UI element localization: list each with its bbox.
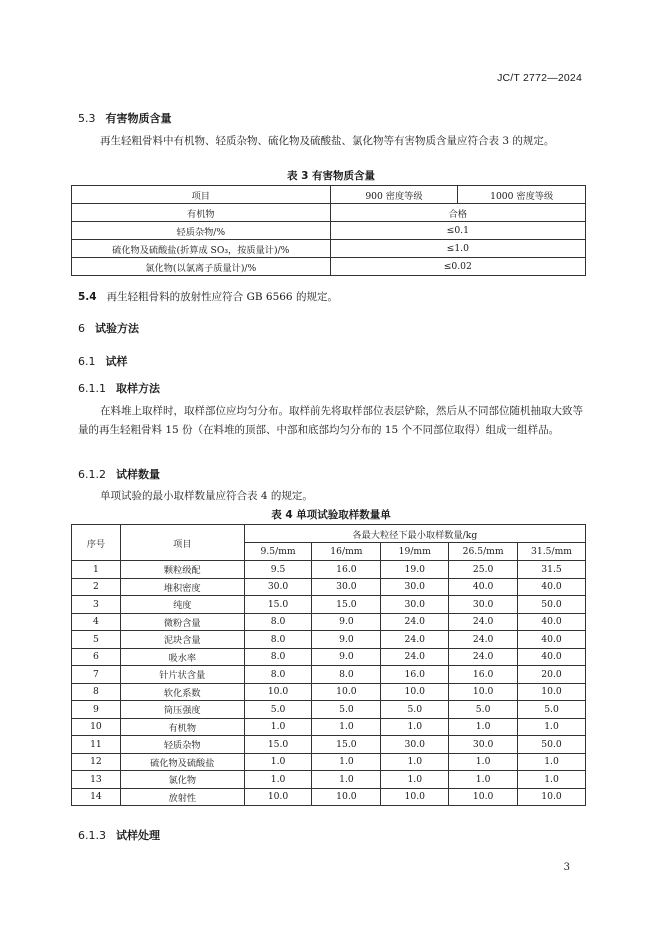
- value-cell: 30.0: [312, 578, 381, 596]
- row-number-cell: 12: [72, 753, 121, 771]
- section-6-1-1-heading: [78, 380, 160, 396]
- value-cell: 8.0: [244, 648, 312, 666]
- section-number: 6.1: [78, 355, 96, 368]
- item-cell: 软化系数: [120, 683, 244, 701]
- value-cell: 24.0: [381, 613, 449, 631]
- section-6-1-heading: [78, 353, 128, 369]
- item-cell: 泥块含量: [120, 631, 244, 649]
- item-cell: 轻质杂物: [120, 736, 244, 754]
- row-number-cell: 14: [72, 788, 121, 806]
- value-cell: 50.0: [518, 736, 586, 754]
- table-row: [72, 718, 586, 736]
- item-cell: 堆积密度: [120, 578, 244, 596]
- value-cell: 30.0: [449, 736, 518, 754]
- table-row: [72, 578, 586, 596]
- section-number: 5.3: [78, 112, 96, 125]
- value-cell: ≤0.02: [330, 258, 585, 276]
- value-cell: 10.0: [312, 788, 381, 806]
- table-row: [72, 683, 586, 701]
- row-number-cell: 8: [72, 683, 121, 701]
- value-cell: 30.0: [381, 736, 449, 754]
- value-cell: 10.0: [518, 683, 586, 701]
- value-cell: 10.0: [244, 683, 312, 701]
- harmful-substance-table: [71, 185, 586, 276]
- sampling-quantity-table: [71, 524, 586, 806]
- item-cell: 筒压强度: [120, 701, 244, 719]
- value-cell: 24.0: [381, 631, 449, 649]
- value-cell: 8.0: [244, 631, 312, 649]
- value-cell: 16.0: [381, 666, 449, 684]
- value-cell: 40.0: [449, 578, 518, 596]
- value-cell: 8.0: [244, 666, 312, 684]
- value-cell: 19.0: [381, 561, 449, 579]
- value-cell: 24.0: [449, 613, 518, 631]
- value-cell: 15.0: [244, 736, 312, 754]
- table-row: [72, 666, 586, 684]
- item-cell: 轻质杂物/%: [72, 222, 331, 240]
- header-cell-number: 序号: [72, 525, 121, 561]
- row-number-cell: 10: [72, 718, 121, 736]
- table-body: [72, 561, 586, 806]
- row-number-cell: 6: [72, 648, 121, 666]
- item-cell: 放射性: [120, 788, 244, 806]
- value-cell: 1.0: [244, 771, 312, 789]
- value-cell: 1.0: [518, 753, 586, 771]
- value-cell: 5.0: [518, 701, 586, 719]
- table-3-caption: 表 3 有害物质含量: [286, 170, 376, 182]
- size-header-cell: 16/mm: [312, 543, 381, 561]
- table-header-row: [72, 186, 586, 204]
- table-row: [72, 736, 586, 754]
- value-cell: 30.0: [449, 596, 518, 614]
- value-cell: 1.0: [449, 771, 518, 789]
- item-cell: 纯度: [120, 596, 244, 614]
- item-cell: 有机物: [120, 718, 244, 736]
- value-cell: 9.5: [244, 561, 312, 579]
- value-cell: 9.0: [312, 648, 381, 666]
- value-cell: 24.0: [449, 648, 518, 666]
- value-cell: 5.0: [244, 701, 312, 719]
- value-cell: 1.0: [312, 771, 381, 789]
- table-row: [72, 222, 586, 240]
- value-cell: 10.0: [312, 683, 381, 701]
- value-cell: 9.0: [312, 613, 381, 631]
- item-cell: 针片状含量: [120, 666, 244, 684]
- section-number: 5.4: [78, 291, 97, 303]
- value-cell: 15.0: [312, 596, 381, 614]
- value-cell: 30.0: [381, 596, 449, 614]
- table-row: [72, 561, 586, 579]
- section-5-4: [78, 289, 338, 304]
- item-cell: 硫化物及硫酸盐(折算成 SO₃，按质量计)/%: [72, 240, 331, 258]
- section-title: 试样数量: [116, 468, 160, 481]
- section-number: 6.1.1: [78, 382, 106, 395]
- value-cell: 10.0: [449, 683, 518, 701]
- value-cell: 30.0: [244, 578, 312, 596]
- table-row: [72, 753, 586, 771]
- item-cell: 氯化物(以氯离子质量计)/%: [72, 258, 331, 276]
- value-cell: 5.0: [381, 701, 449, 719]
- size-header-cell: 26.5/mm: [449, 543, 518, 561]
- item-cell: 氯化物: [120, 771, 244, 789]
- item-cell: 微粉含量: [120, 613, 244, 631]
- value-cell: 15.0: [244, 596, 312, 614]
- row-number-cell: 7: [72, 666, 121, 684]
- header-cell-group: 各最大粒径下最小取样数量/kg: [244, 525, 585, 543]
- value-cell: ≤1.0: [330, 240, 585, 258]
- value-cell: 合格: [330, 204, 585, 222]
- value-cell: 10.0: [449, 788, 518, 806]
- section-6-1-2-heading: [78, 466, 160, 482]
- value-cell: 40.0: [518, 631, 586, 649]
- row-number-cell: 9: [72, 701, 121, 719]
- table-row: [72, 596, 586, 614]
- value-cell: 1.0: [518, 771, 586, 789]
- value-cell: 8.0: [244, 613, 312, 631]
- section-title: 有害物质含量: [105, 112, 172, 125]
- value-cell: 1.0: [312, 718, 381, 736]
- value-cell: 5.0: [312, 701, 381, 719]
- value-cell: 10.0: [518, 788, 586, 806]
- section-5-3-text: 再生轻粗骨料中有机物、轻质杂物、硫化物及硫酸盐、氯化物等有害物质含量应符合表 3 的规定。: [100, 135, 555, 147]
- section-number: 6.1.3: [78, 829, 106, 842]
- value-cell: 1.0: [381, 771, 449, 789]
- value-cell: 8.0: [312, 666, 381, 684]
- value-cell: 24.0: [381, 648, 449, 666]
- section-text: 再生轻粗骨料的放射性应符合 GB 6566 的规定。: [106, 291, 338, 303]
- table-row: [72, 631, 586, 649]
- row-number-cell: 5: [72, 631, 121, 649]
- section-title: 试样处理: [116, 829, 160, 842]
- value-cell: 10.0: [244, 788, 312, 806]
- row-number-cell: 13: [72, 771, 121, 789]
- size-header-cell: 9.5/mm: [244, 543, 312, 561]
- value-cell: 1.0: [381, 753, 449, 771]
- header-cell: 900 密度等级: [330, 186, 458, 204]
- value-cell: 10.0: [381, 683, 449, 701]
- value-cell: 40.0: [518, 613, 586, 631]
- value-cell: 9.0: [312, 631, 381, 649]
- section-number: 6: [78, 322, 85, 335]
- row-number-cell: 4: [72, 613, 121, 631]
- value-cell: 31.5: [518, 561, 586, 579]
- section-5-3-heading: [78, 110, 172, 126]
- section-6-1-2-text: 单项试验的最小取样数量应符合表 4 的规定。: [100, 490, 313, 502]
- row-number-cell: 1: [72, 561, 121, 579]
- size-header-cell: 31.5/mm: [518, 543, 586, 561]
- value-cell: 24.0: [449, 631, 518, 649]
- value-cell: 40.0: [518, 578, 586, 596]
- table-row: [72, 788, 586, 806]
- table-4-caption: 表 4 单项试验取样数量单: [271, 509, 391, 521]
- value-cell: 1.0: [449, 718, 518, 736]
- value-cell: 15.0: [312, 736, 381, 754]
- item-cell: 有机物: [72, 204, 331, 222]
- item-cell: 硫化物及硫酸盐: [120, 753, 244, 771]
- row-number-cell: 11: [72, 736, 121, 754]
- row-number-cell: 2: [72, 578, 121, 596]
- value-cell: 20.0: [518, 666, 586, 684]
- item-cell: 吸水率: [120, 648, 244, 666]
- value-cell: 30.0: [381, 578, 449, 596]
- document-code: JC/T 2772—2024: [497, 72, 582, 84]
- header-cell: 项目: [72, 186, 331, 204]
- value-cell: 10.0: [381, 788, 449, 806]
- section-title: 试验方法: [95, 322, 139, 335]
- section-6-heading: [78, 320, 139, 336]
- section-6-1-3-heading: [78, 827, 160, 843]
- value-cell: 16.0: [449, 666, 518, 684]
- header-cell-item: 项目: [120, 525, 244, 561]
- value-cell: 1.0: [244, 718, 312, 736]
- value-cell: 25.0: [449, 561, 518, 579]
- table-row: [72, 701, 586, 719]
- section-number: 6.1.2: [78, 468, 106, 481]
- section-title: 试样: [105, 355, 128, 368]
- item-cell: 颗粒级配: [120, 561, 244, 579]
- header-cell: 1000 密度等级: [458, 186, 586, 204]
- value-cell: 1.0: [518, 718, 586, 736]
- table-row: [72, 240, 586, 258]
- table-header-row: [72, 525, 586, 543]
- page-number: 3: [563, 862, 570, 873]
- value-cell: 5.0: [449, 701, 518, 719]
- section-6-1-1-text: 在料堆上取样时，取样部位应均匀分布。取样前先将取样部位表层铲除，然后从不同部位随机抽取大致等量的再生轻粗骨料 15 份（在料堆的顶部、中部和底部均匀分布的 15 个不同部位取得）组成一组样品。: [78, 405, 583, 436]
- value-cell: 1.0: [312, 753, 381, 771]
- table-row: [72, 613, 586, 631]
- value-cell: 1.0: [244, 753, 312, 771]
- size-header-cell: 19/mm: [381, 543, 449, 561]
- table-row: [72, 648, 586, 666]
- value-cell: 50.0: [518, 596, 586, 614]
- value-cell: 40.0: [518, 648, 586, 666]
- table-row: [72, 204, 586, 222]
- value-cell: 1.0: [381, 718, 449, 736]
- value-cell: ≤0.1: [330, 222, 585, 240]
- value-cell: 16.0: [312, 561, 381, 579]
- row-number-cell: 3: [72, 596, 121, 614]
- value-cell: 1.0: [449, 753, 518, 771]
- table-row: [72, 258, 586, 276]
- section-title: 取样方法: [116, 382, 160, 395]
- table-row: [72, 771, 586, 789]
